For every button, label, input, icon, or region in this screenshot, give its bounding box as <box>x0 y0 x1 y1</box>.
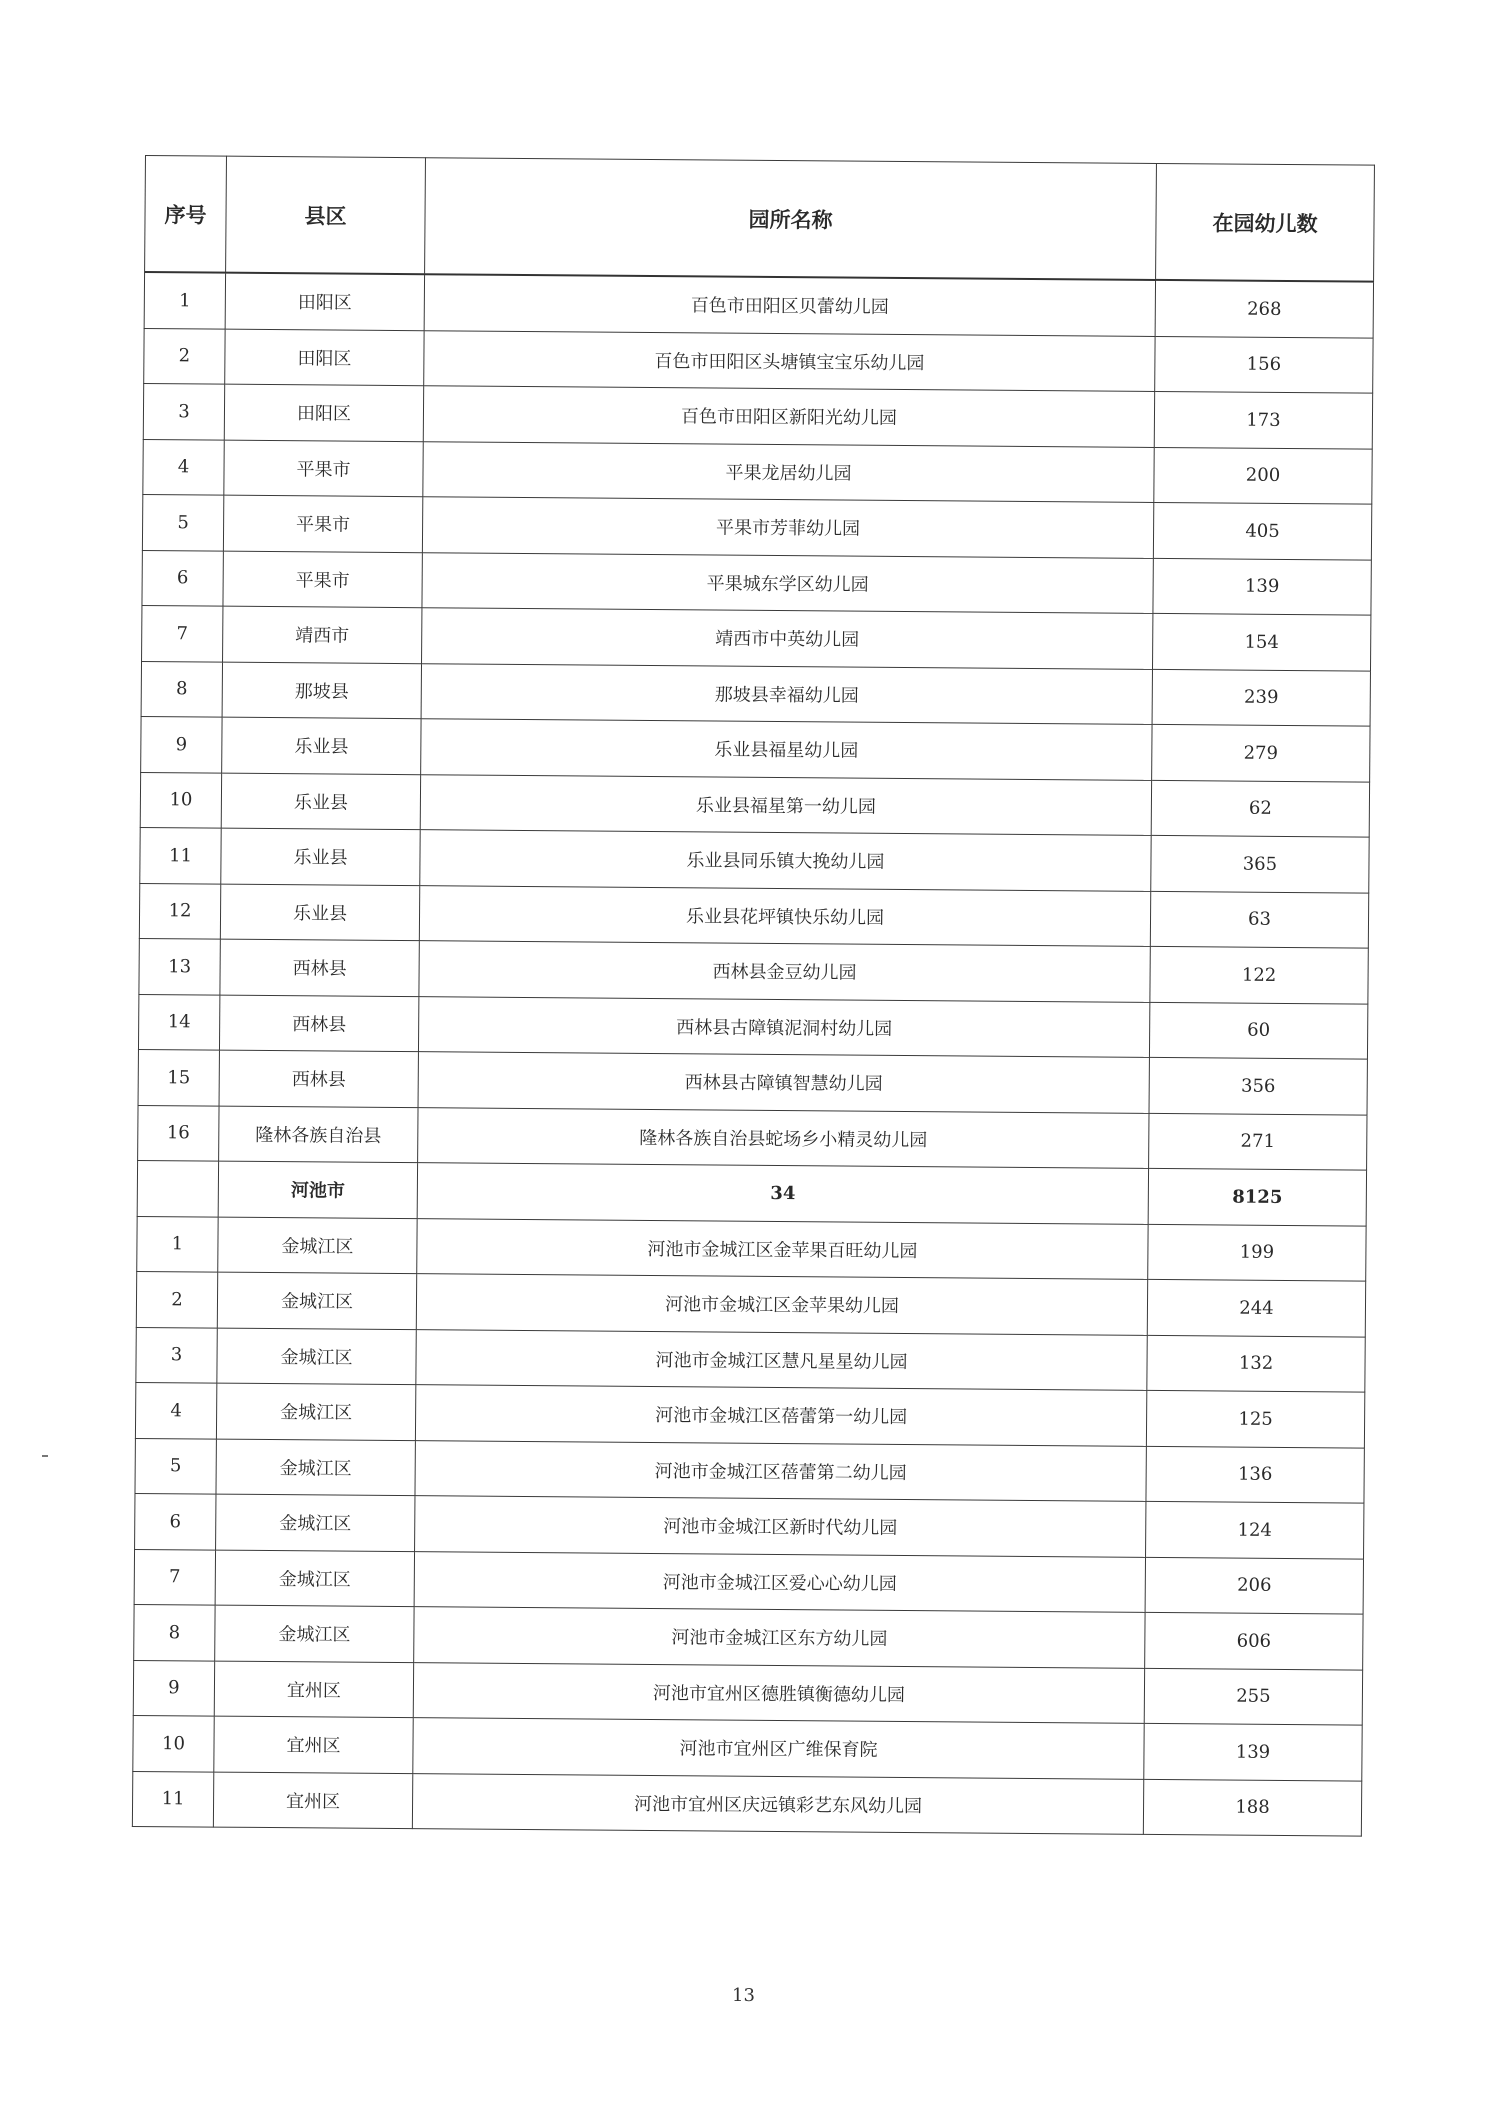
cell-kindergarten-name: 乐业县同乐镇大挽幼儿园 <box>420 830 1151 891</box>
cell-enrollment: 156 <box>1155 336 1373 393</box>
cell-county: 宜州区 <box>214 1661 413 1718</box>
cell-kindergarten-name: 西林县古障镇智慧幼儿园 <box>418 1052 1149 1113</box>
cell-enrollment: 63 <box>1150 891 1368 948</box>
cell-seq: 1 <box>137 1216 218 1272</box>
cell-kindergarten-name: 隆林各族自治县蛇场乡小精灵幼儿园 <box>418 1107 1149 1168</box>
cell-county: 金城江区 <box>217 1272 416 1329</box>
table-row <box>134 1549 1363 1614</box>
cell-kindergarten-name: 平果市芳菲幼儿园 <box>422 497 1153 558</box>
cell-seq: 4 <box>135 1382 216 1438</box>
cell-kindergarten-name: 河池市金城江区东方幼儿园 <box>414 1607 1145 1668</box>
cell-enrollment: 125 <box>1146 1390 1364 1447</box>
cell-seq: 5 <box>142 494 223 550</box>
cell-kindergarten-name: 靖西市中英幼儿园 <box>422 608 1153 669</box>
table-row <box>139 883 1368 948</box>
table-row <box>141 661 1370 726</box>
cell-seq: 7 <box>142 605 223 661</box>
cell-enrollment: 200 <box>1154 447 1372 504</box>
table-row <box>144 328 1373 393</box>
cell-seq: 4 <box>143 439 224 495</box>
cell-seq: 11 <box>140 827 221 883</box>
cell-kindergarten-name: 乐业县福星第一幼儿园 <box>420 774 1151 835</box>
kindergarten-table <box>132 155 1375 1837</box>
table-row <box>135 1382 1364 1447</box>
cell-kindergarten-name: 西林县古障镇泥洞村幼儿园 <box>418 996 1149 1057</box>
cell-enrollment: 8125 <box>1148 1168 1366 1225</box>
cell-county: 西林县 <box>219 1050 418 1107</box>
table-row <box>135 1493 1364 1558</box>
cell-seq: 6 <box>142 550 223 606</box>
cell-seq: 2 <box>144 328 225 384</box>
cell-seq: 7 <box>134 1549 215 1605</box>
cell-enrollment: 606 <box>1145 1612 1363 1669</box>
cell-enrollment: 136 <box>1146 1446 1364 1503</box>
table-row <box>132 1771 1361 1836</box>
table-row <box>136 1271 1365 1336</box>
table-row <box>143 439 1372 504</box>
table-row <box>138 1049 1367 1114</box>
table-row <box>141 716 1370 781</box>
cell-county: 田阳区 <box>224 384 423 441</box>
header-kindergarten-name: 园所名称 <box>425 158 1157 280</box>
cell-enrollment: 356 <box>1149 1057 1367 1114</box>
cell-kindergarten-name: 百色市田阳区新阳光幼儿园 <box>423 386 1154 447</box>
cell-county: 金城江区 <box>217 1328 416 1385</box>
cell-kindergarten-name: 河池市金城江区金苹果百旺幼儿园 <box>417 1218 1148 1279</box>
cell-seq: 12 <box>139 883 220 939</box>
cell-county: 宜州区 <box>213 1772 412 1829</box>
cell-kindergarten-name: 河池市金城江区蓓蕾第一幼儿园 <box>415 1385 1146 1446</box>
cell-county: 金城江区 <box>218 1217 417 1274</box>
header-seq: 序号 <box>145 156 227 273</box>
cell-enrollment: 199 <box>1148 1224 1366 1281</box>
cell-seq: 14 <box>138 994 219 1050</box>
cell-enrollment: 188 <box>1143 1779 1361 1836</box>
cell-kindergarten-name: 河池市金城江区金苹果幼儿园 <box>416 1274 1147 1335</box>
cell-kindergarten-name: 河池市金城江区慧凡星星幼儿园 <box>416 1329 1147 1390</box>
table-row <box>139 938 1368 1003</box>
cell-kindergarten-name: 河池市金城江区蓓蕾第二幼儿园 <box>415 1440 1146 1501</box>
cell-county: 田阳区 <box>225 273 424 331</box>
cell-seq: 1 <box>144 272 225 329</box>
cell-seq <box>137 1160 218 1216</box>
cell-county: 金城江区 <box>215 1550 414 1607</box>
table-row <box>137 1216 1366 1281</box>
cell-enrollment: 271 <box>1149 1113 1367 1170</box>
cell-kindergarten-name: 平果城东学区幼儿园 <box>422 552 1153 613</box>
cell-enrollment: 206 <box>1145 1557 1363 1614</box>
cell-county: 平果市 <box>223 495 422 552</box>
cell-county: 金城江区 <box>216 1494 415 1551</box>
cell-county: 金城江区 <box>216 1439 415 1496</box>
cell-county: 隆林各族自治县 <box>219 1106 418 1163</box>
cell-kindergarten-name: 34 <box>417 1163 1148 1224</box>
cell-kindergarten-name: 百色市田阳区贝蕾幼儿园 <box>424 274 1155 336</box>
cell-enrollment: 62 <box>1151 780 1369 837</box>
table-row <box>140 772 1369 837</box>
cell-enrollment: 124 <box>1146 1501 1364 1558</box>
cell-kindergarten-name: 河池市宜州区广维保育院 <box>413 1718 1144 1779</box>
cell-enrollment: 173 <box>1154 391 1372 448</box>
cell-enrollment: 268 <box>1155 280 1373 338</box>
cell-seq: 5 <box>135 1438 216 1494</box>
table-row <box>136 1327 1365 1392</box>
cell-county: 平果市 <box>223 551 422 608</box>
cell-seq: 10 <box>140 772 221 828</box>
cell-seq: 3 <box>143 383 224 439</box>
cell-county: 乐业县 <box>221 828 420 885</box>
cell-kindergarten-name: 乐业县花坪镇快乐幼儿园 <box>419 885 1150 946</box>
cell-kindergarten-name: 河池市金城江区新时代幼儿园 <box>415 1496 1146 1557</box>
cell-county: 乐业县 <box>220 884 419 941</box>
group-summary-row <box>137 1160 1366 1225</box>
table-row <box>142 605 1371 670</box>
cell-county: 乐业县 <box>222 717 421 774</box>
table-row <box>143 383 1372 448</box>
cell-kindergarten-name: 河池市宜州区德胜镇衡德幼儿园 <box>413 1662 1144 1723</box>
table-row <box>142 494 1371 559</box>
cell-county: 西林县 <box>219 995 418 1052</box>
table-row <box>144 272 1373 338</box>
cell-seq: 3 <box>136 1327 217 1383</box>
cell-kindergarten-name: 乐业县福星幼儿园 <box>421 719 1152 780</box>
table-body <box>132 272 1373 1836</box>
table-row <box>134 1604 1363 1669</box>
cell-kindergarten-name: 河池市宜州区庆远镇彩艺东风幼儿园 <box>412 1773 1143 1834</box>
cell-county: 平果市 <box>224 440 423 497</box>
cell-county: 金城江区 <box>215 1605 414 1662</box>
cell-seq: 9 <box>133 1660 214 1716</box>
table-row <box>138 1105 1367 1170</box>
cell-enrollment: 139 <box>1144 1723 1362 1780</box>
cell-county: 田阳区 <box>225 329 424 386</box>
cell-county: 那坡县 <box>222 662 421 719</box>
page-number: 13 <box>732 1985 755 2006</box>
cell-kindergarten-name: 百色市田阳区头塘镇宝宝乐幼儿园 <box>424 330 1155 391</box>
cell-county: 金城江区 <box>216 1383 415 1440</box>
cell-county: 河池市 <box>218 1161 417 1218</box>
cell-enrollment: 255 <box>1144 1668 1362 1725</box>
cell-kindergarten-name: 西林县金豆幼儿园 <box>419 941 1150 1002</box>
cell-seq: 9 <box>141 716 222 772</box>
cell-enrollment: 122 <box>1150 946 1368 1003</box>
table-row <box>140 827 1369 892</box>
cell-seq: 13 <box>139 938 220 994</box>
cell-seq: 8 <box>141 661 222 717</box>
table-row <box>133 1660 1362 1725</box>
scan-mark <box>42 1455 48 1457</box>
cell-kindergarten-name: 那坡县幸福幼儿园 <box>421 663 1152 724</box>
cell-seq: 8 <box>134 1604 215 1660</box>
header-enrollment: 在园幼儿数 <box>1156 163 1375 281</box>
cell-seq: 15 <box>138 1049 219 1105</box>
cell-enrollment: 154 <box>1152 613 1370 670</box>
header-county: 县区 <box>226 156 426 274</box>
cell-enrollment: 139 <box>1153 558 1371 615</box>
cell-enrollment: 239 <box>1152 669 1370 726</box>
cell-county: 乐业县 <box>221 773 420 830</box>
cell-kindergarten-name: 河池市金城江区爱心心幼儿园 <box>414 1551 1145 1612</box>
cell-seq: 6 <box>135 1493 216 1549</box>
cell-enrollment: 60 <box>1149 1002 1367 1059</box>
cell-kindergarten-name: 平果龙居幼儿园 <box>423 441 1154 502</box>
table-row <box>135 1438 1364 1503</box>
cell-county: 靖西市 <box>223 606 422 663</box>
cell-enrollment: 365 <box>1151 835 1369 892</box>
cell-county: 西林县 <box>220 939 419 996</box>
cell-county: 宜州区 <box>214 1716 413 1773</box>
table-row <box>142 550 1371 615</box>
cell-enrollment: 405 <box>1153 502 1371 559</box>
cell-enrollment: 244 <box>1147 1279 1365 1336</box>
cell-enrollment: 279 <box>1152 724 1370 781</box>
header-row <box>145 156 1375 282</box>
cell-seq: 16 <box>138 1105 219 1161</box>
cell-seq: 10 <box>133 1715 214 1771</box>
cell-enrollment: 132 <box>1147 1335 1365 1392</box>
table-row <box>133 1715 1362 1780</box>
table-row <box>138 994 1367 1059</box>
cell-seq: 11 <box>132 1771 213 1827</box>
cell-seq: 2 <box>136 1271 217 1327</box>
